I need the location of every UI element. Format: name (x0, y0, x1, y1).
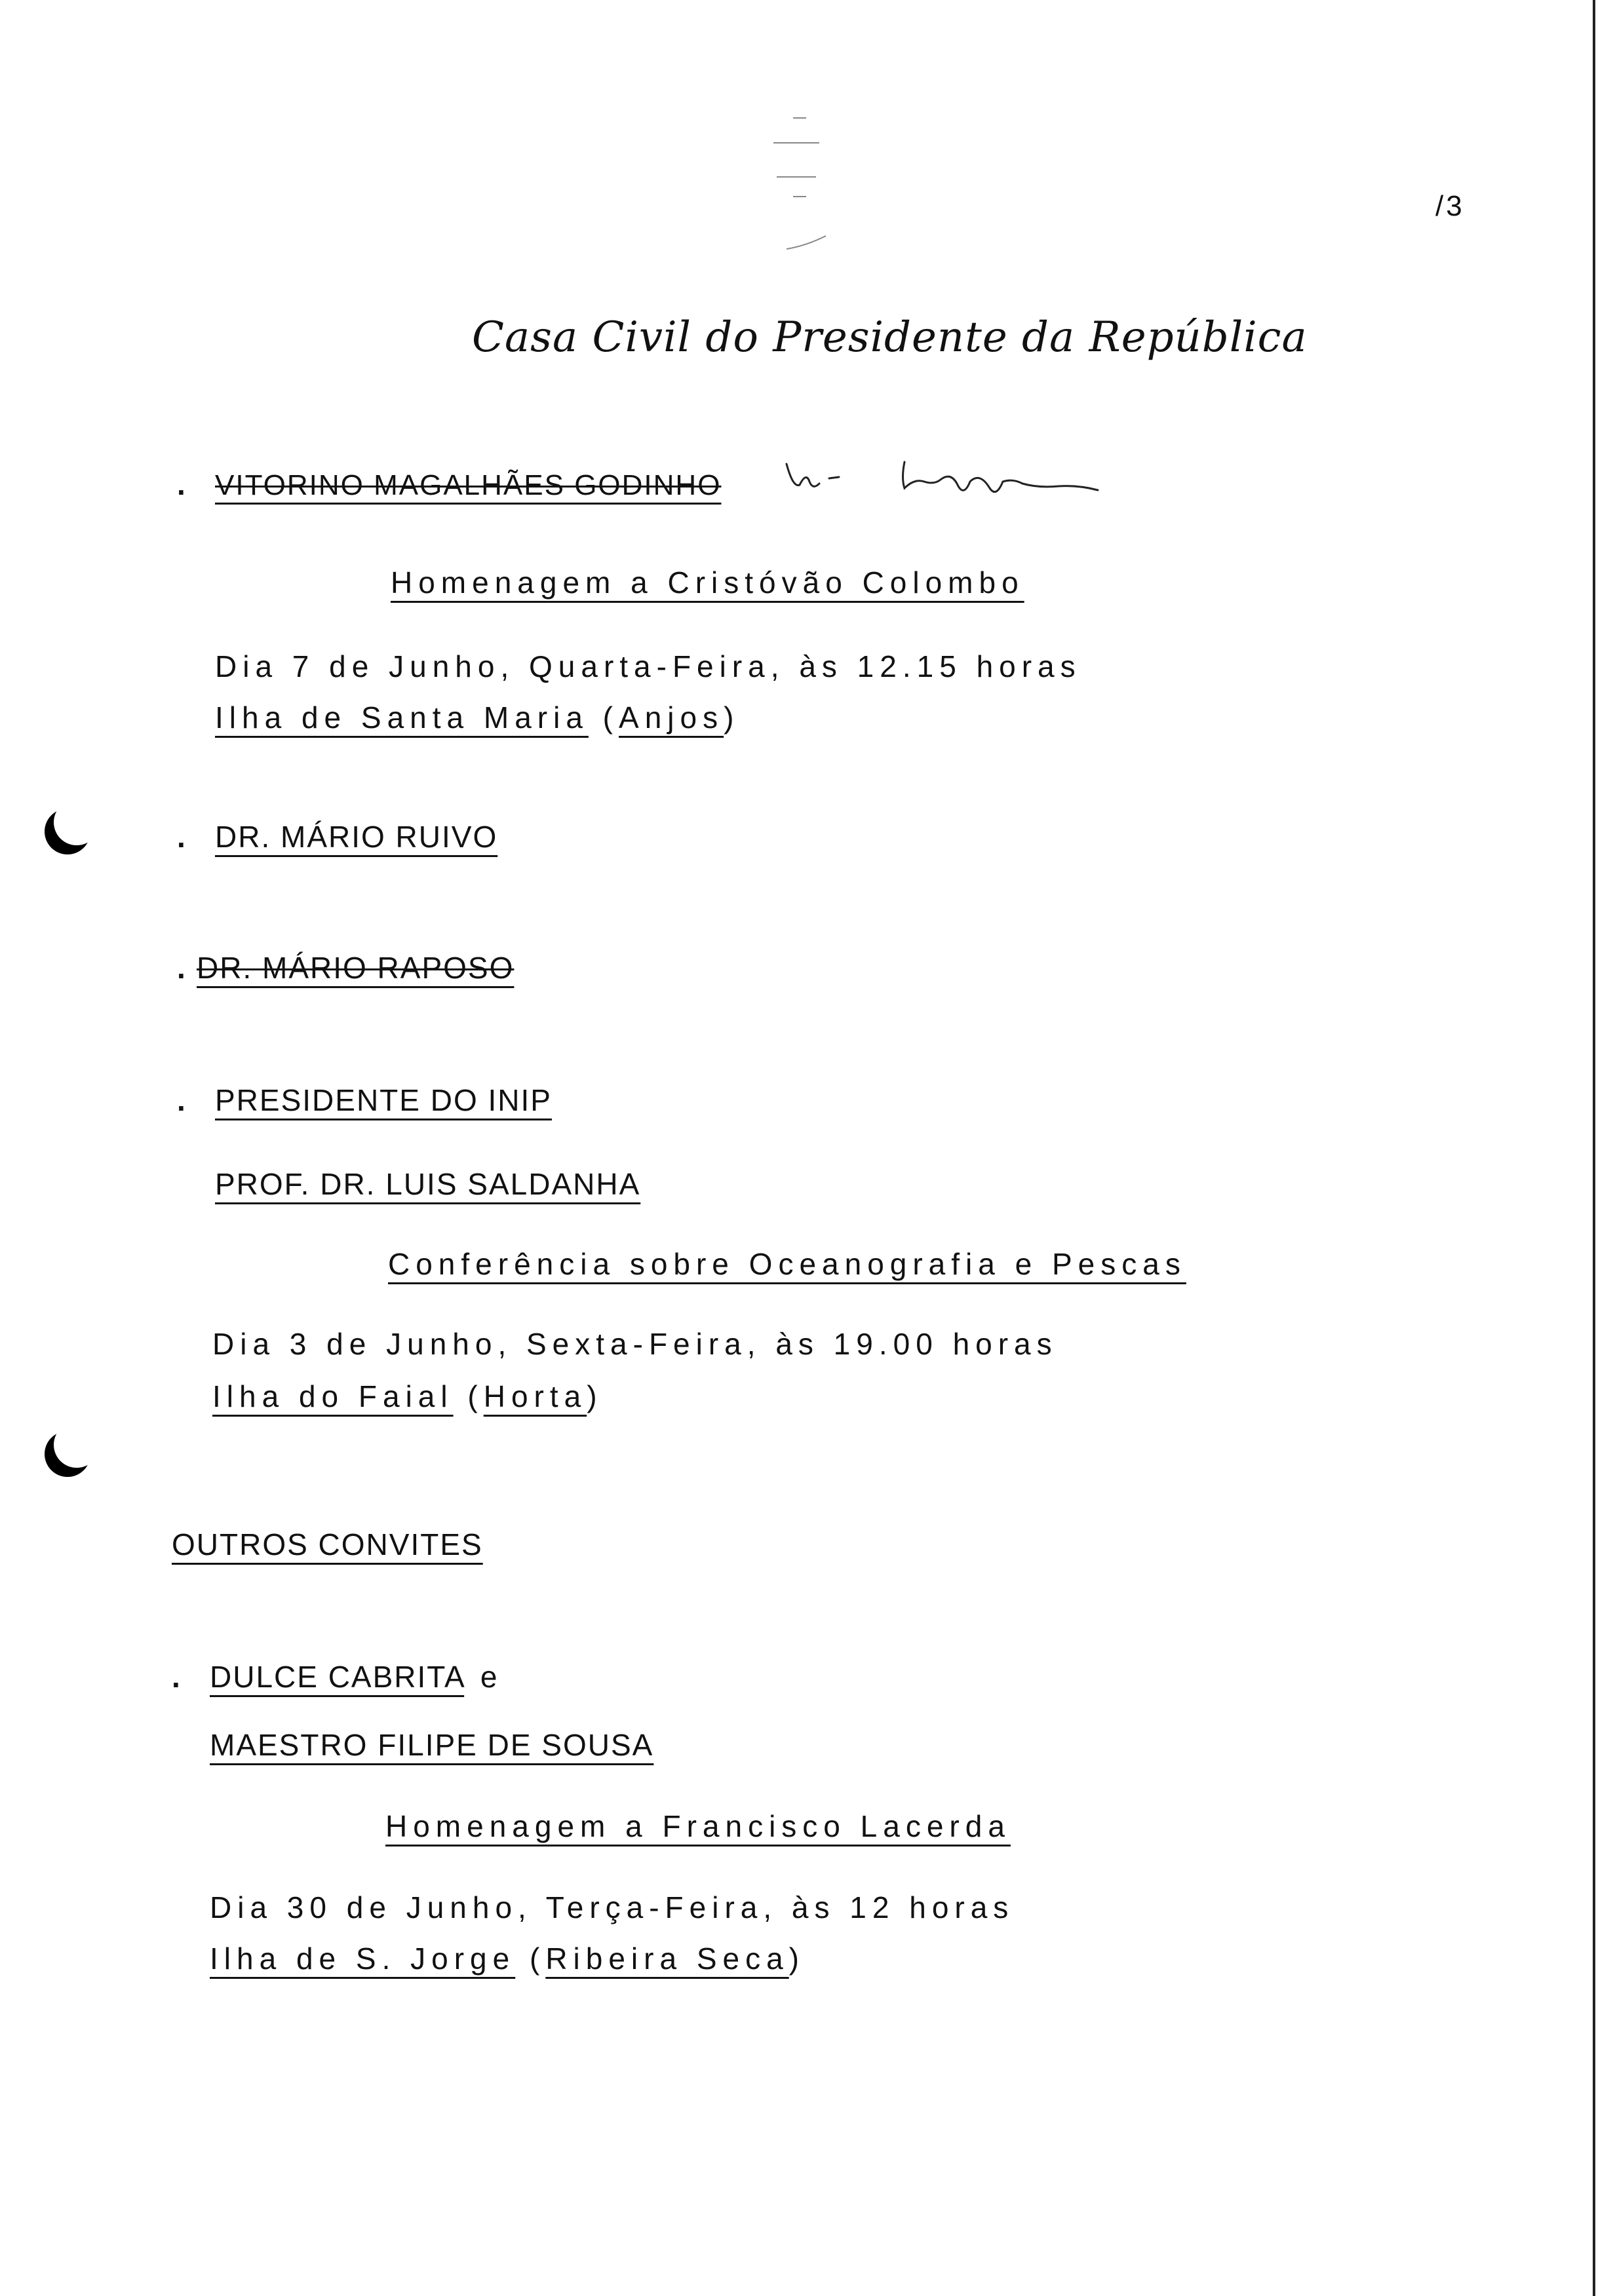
event-title: Conferência sobre Oceanografia e Pescas (388, 1247, 1186, 1281)
conjunction: e (480, 1660, 499, 1694)
place-line: Ilha do Faial (Horta) (212, 1379, 603, 1413)
page-edge (1593, 0, 1595, 2296)
event-title: Homenagem a Cristóvão Colombo (391, 565, 1024, 600)
person-name-struck: VITORINO MAGALHÃES GODINHO (215, 469, 722, 501)
person-name: DR. MÁRIO RUIVO (215, 820, 498, 854)
person-name-struck: DR. MÁRIO RAPOSO (197, 951, 515, 985)
place-line: Ilha de S. Jorge (Ribeira Seca) (210, 1942, 805, 1976)
page-number: /3 (1435, 190, 1465, 222)
letterhead: Casa Civil do Presidente da República (472, 313, 1308, 362)
section-heading: OUTROS CONVITES (172, 1527, 483, 1561)
town: Anjos (619, 700, 724, 735)
bullet: . (177, 1083, 185, 1117)
date-line: Dia 30 de Junho, Terça-Feira, às 12 horas (210, 1890, 1015, 1924)
bullet: . (177, 820, 185, 854)
place-line: Ilha de Santa Maria (Anjos) (215, 700, 740, 735)
person-names-line (210, 1659, 499, 1694)
faint-stamp-marks (767, 111, 872, 269)
person-name: MAESTRO FILIPE DE SOUSA (210, 1728, 654, 1762)
margin-check-mark (54, 1422, 100, 1468)
bullet: . (177, 467, 185, 501)
person-name: PROF. DR. LUIS SALDANHA (215, 1167, 641, 1201)
bullet: . (172, 1660, 180, 1694)
island: Ilha de Santa Maria (215, 700, 589, 735)
organization-name: PRESIDENTE DO INIP (215, 1083, 552, 1117)
handwritten-signature (783, 452, 1137, 518)
bullet: . (177, 951, 185, 985)
margin-check-mark (54, 799, 100, 845)
island: Ilha do Faial (212, 1379, 454, 1413)
person-name: DULCE CABRITA (210, 1660, 465, 1694)
town: Ribeira Seca (545, 1942, 789, 1976)
date-line: Dia 3 de Junho, Sexta-Feira, às 19.00 horas (212, 1327, 1058, 1361)
town: Horta (483, 1379, 587, 1413)
island: Ilha de S. Jorge (210, 1942, 516, 1976)
date-line: Dia 7 de Junho, Quarta-Feira, às 12.15 horas (215, 649, 1081, 683)
event-title: Homenagem a Francisco Lacerda (385, 1809, 1011, 1843)
